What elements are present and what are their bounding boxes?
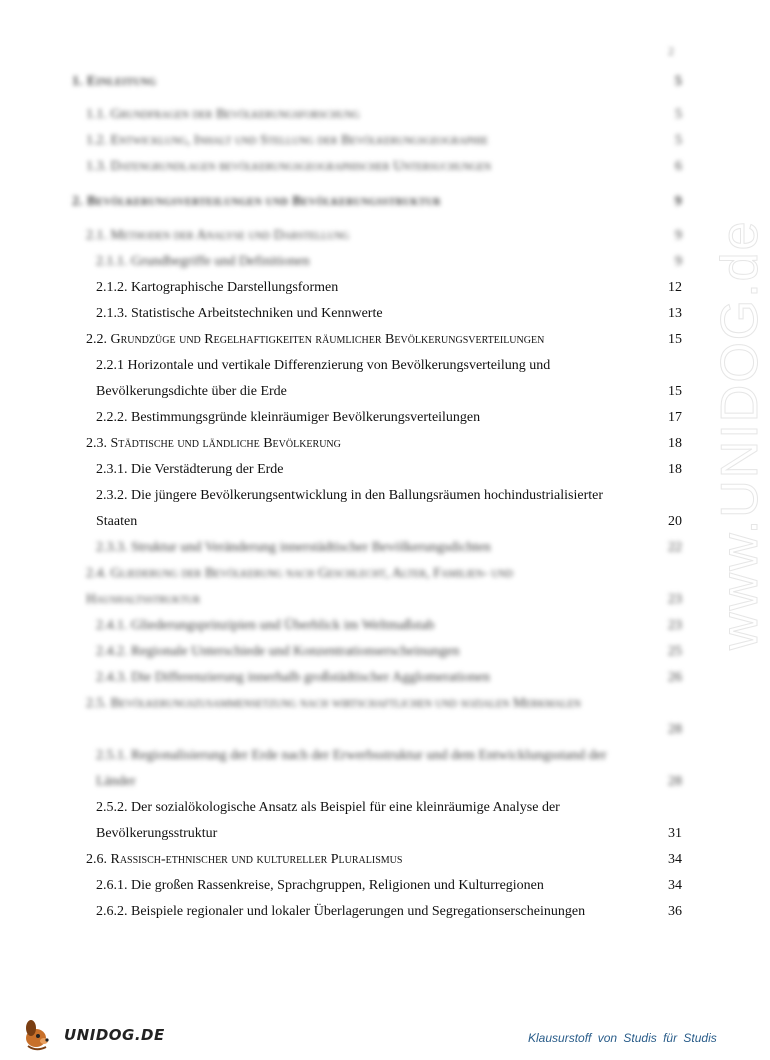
toc-entry-page: 22 (668, 540, 682, 555)
toc-entry-title: 2.6. Rassisch-ethnischer und kultureller Pluralismus (86, 852, 403, 867)
toc-entry (0, 330, 750, 356)
toc-entry (0, 408, 750, 434)
toc-entry (0, 157, 750, 183)
toc-entry-page: 26 (668, 670, 682, 685)
toc-entry-title: 1.3. Datengrundlagen bevölkerungsgeographischer Untersuchungen (86, 159, 492, 174)
toc-entry-page: 9 (675, 254, 682, 269)
toc-entry-title: 2.1.3. Statistische Arbeitstechniken und Kennwerte (96, 306, 383, 321)
toc-entry (0, 564, 750, 590)
logo-text: UNIDOG.DE (64, 1026, 165, 1044)
toc-entry-title: 2.4. Gliederung der Bevölkerung nach Geschlecht, Alter, Familien- und (86, 566, 513, 581)
toc-entry-title: 2.1.2. Kartographische Darstellungsformen (96, 280, 339, 295)
toc-entry (0, 278, 750, 304)
toc-entry-title: Bevölkerungsdichte über die Erde (96, 384, 287, 399)
toc-entry (0, 226, 750, 252)
toc-entry-page: 15 (668, 332, 682, 347)
toc-entry-title: 2.3.3. Struktur und Veränderung innerstädtischer Bevölkerungsdichten (96, 540, 491, 555)
toc-entry-title: 2.4.3. Die Differenzierung innerhalb großstädtischer Agglomerationen (96, 670, 490, 685)
toc-entry-title: 2. Bevölkerungsverteilungen und Bevölkerungsstruktur (72, 194, 441, 209)
toc-entry-title: 1.2. Entwicklung, Inhalt und Stellung der Bevölkerungsgeographie (86, 133, 489, 148)
toc-entry (0, 616, 750, 642)
toc-entry-page: 28 (668, 722, 682, 737)
toc-entry-title: 1.1. Grundfragen der Bevölkerungsforschung (86, 107, 360, 122)
toc-entry-title: 2.2.2. Bestimmungsgründe kleinräumiger Bevölkerungsverteilungen (96, 410, 481, 425)
toc-entry-title: 2.2.1 Horizontale und vertikale Differenzierung von Bevölkerungsverteilung und (96, 358, 551, 373)
toc-entry (0, 824, 750, 850)
toc-entry-title: 2.1.1. Grundbegriffe und Definitionen (96, 254, 310, 269)
toc-entry-page: 18 (668, 462, 682, 477)
watermark: www.UNIDOG.de (711, 219, 769, 650)
toc-entry-page: 18 (668, 436, 682, 451)
toc-entry (0, 434, 750, 460)
toc-entry-page: 5 (674, 74, 682, 89)
toc-entry (0, 356, 750, 382)
toc-entry-page: 5 (675, 133, 682, 148)
toc-entry (0, 304, 750, 330)
toc-entry (0, 642, 750, 668)
toc-entry-title: Staaten (96, 514, 138, 529)
toc-entry (0, 902, 750, 928)
toc-entry-page: 6 (675, 159, 682, 174)
toc-entry-page: 23 (668, 592, 682, 607)
toc-entry-page: 20 (668, 514, 682, 529)
toc-entry-title: 2.6.2. Beispiele regionaler und lokaler Überlagerungen und Segregationserscheinungen (96, 904, 586, 919)
toc-entry-page: 17 (668, 410, 682, 425)
footer-tagline: Klausurstoff von Studis für Studis (528, 1031, 717, 1045)
toc-entry-page: 9 (674, 194, 682, 209)
toc-entry-title: 2.3.1. Die Verstädterung der Erde (96, 462, 284, 477)
toc-entry-title: 1. Einleitung (72, 74, 157, 89)
footer-logo (22, 1018, 165, 1050)
toc-entry-title: Haushaltsstruktur (86, 592, 201, 607)
toc-entry (0, 720, 750, 746)
toc-entry (0, 538, 750, 564)
toc-entry-page: 9 (675, 228, 682, 243)
toc-entry (0, 772, 750, 798)
toc-entry-page: 36 (668, 904, 682, 919)
toc-entry-title: 2.1. Methoden der Analyse und Darstellung (86, 228, 350, 243)
toc-entry-title: 2.2. Grundzüge und Regelhaftigkeiten räumlicher Bevölkerungsverteilungen (86, 332, 545, 347)
toc-entry (0, 252, 750, 278)
toc-entry (0, 850, 750, 876)
toc-entry-page: 5 (675, 107, 682, 122)
toc-entry-title: 2.5. Bevölkerungszusammensetzung nach wirtschaftlichen und sozialen Merkmalen (86, 696, 581, 711)
toc-entry-title: 2.5.1. Regionalisierung der Erde nach der Erwerbsstruktur und dem Entwicklungsstand der (96, 748, 607, 763)
toc-entry (0, 876, 750, 902)
toc-entry (0, 512, 750, 538)
toc-entry-title: 2.4.1. Gliederungsprinzipien und Überblick im Weltmaßstab (96, 618, 435, 633)
toc-entry (0, 668, 750, 694)
toc-entry (0, 694, 750, 720)
toc-entry (0, 590, 750, 616)
page-number: 2 (668, 44, 674, 58)
toc-entry-page: 31 (668, 826, 682, 841)
toc-entry-title: 2.5.2. Der sozialökologische Ansatz als Beispiel für eine kleinräumige Analyse der (96, 800, 560, 815)
toc-entry-title: Bevölkerungsstruktur (96, 826, 218, 841)
toc-entry-page: 34 (668, 878, 682, 893)
toc-entry-page: 23 (668, 618, 682, 633)
toc-entry (0, 131, 750, 157)
toc-entry-title: 2.3.2. Die jüngere Bevölkerungsentwicklung in den Ballungsräumen hochindustrialisierter (96, 488, 603, 503)
toc-entry-page: 15 (668, 384, 682, 399)
toc-entry-page: 25 (668, 644, 682, 659)
toc-entry-page: 13 (668, 306, 682, 321)
toc-entry-page: 12 (668, 280, 682, 295)
toc-entry-title: 2.3. Städtische und ländliche Bevölkerung (86, 436, 341, 451)
dog-icon (22, 1018, 66, 1052)
toc-entry-page: 28 (668, 774, 682, 789)
toc-entry-title: Länder (96, 774, 136, 789)
toc-entry-title: 2.4.2. Regionale Unterschiede und Konzentrationserscheinungen (96, 644, 460, 659)
toc-entry-title: 2.6.1. Die großen Rassenkreise, Sprachgruppen, Religionen und Kulturregionen (96, 878, 544, 893)
toc-entry (0, 72, 750, 98)
toc-entry (0, 746, 750, 772)
toc-entry (0, 486, 750, 512)
toc-entry (0, 192, 750, 218)
toc-entry (0, 460, 750, 486)
toc-entry (0, 382, 750, 408)
toc-entry (0, 105, 750, 131)
toc-entry (0, 798, 750, 824)
toc-entry-page: 34 (668, 852, 682, 867)
